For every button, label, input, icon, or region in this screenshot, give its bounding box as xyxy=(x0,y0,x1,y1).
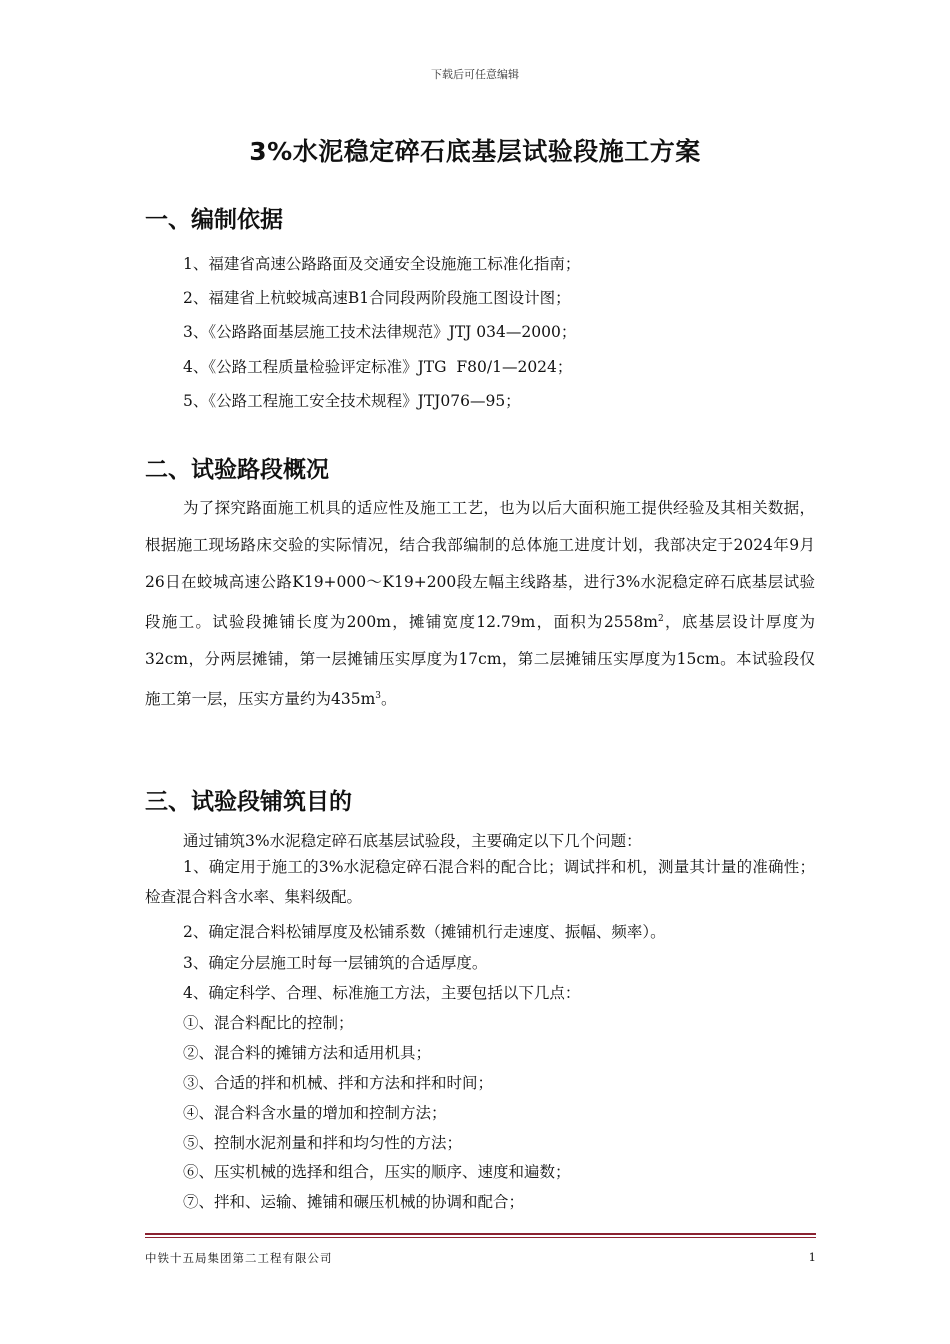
section2-text-b: ，底基层设计厚度为32cm，分两层摊铺，第一层摊铺压实厚度为17cm，第二层摊铺压实厚度为15cm。本试验段仅施工第一层，压实方量约为435m xyxy=(145,613,815,709)
document-title: 3%水泥稳定碎石底基层试验段施工方案 xyxy=(249,137,701,166)
header-note: 下载后可任意编辑 xyxy=(431,68,519,81)
volume-unit-superscript: 3 xyxy=(375,691,382,702)
purpose-item-4: 4、确定科学、合理、标准施工方法，主要包括以下几点： xyxy=(183,984,581,1002)
purpose-subitem-3: ③、合适的拌和机械、拌和方法和拌和时间； xyxy=(183,1074,494,1092)
area-unit-superscript: 2 xyxy=(658,614,664,624)
purpose-subitem-4: ④、混合料含水量的增加和控制方法； xyxy=(183,1104,447,1122)
section2-paragraph xyxy=(145,490,815,718)
purpose-subitem-6: ⑥、压实机械的选择和组合，压实的顺序、速度和遍数； xyxy=(183,1163,571,1181)
section2-text-a: 为了探究路面施工机具的适应性及施工工艺，也为以后大面积施工提供经验及其相关数据，根据施工现场路床交验的实际情况，结合我部编制的总体施工进度计划，我部决定于2024年9月26日在蛟城高速公路K19+000～K19+200段左幅主线路基，进行3%水泥稳定碎石底基层试验段施工。试验段摊铺长度为200m，摊铺宽度12.79m，面积为2558m xyxy=(145,499,815,632)
basis-item-4: 4、《公路工程质量检验评定标准》JTG F80/1—2024； xyxy=(183,358,573,376)
footer-company: 中铁十五局集团第二工程有限公司 xyxy=(145,1251,333,1265)
basis-item-3: 3、《公路路面基层施工技术法律规范》JTJ 034—2000； xyxy=(183,323,577,341)
purpose-subitem-5: ⑤、控制水泥剂量和拌和均匀性的方法； xyxy=(183,1134,463,1152)
page-number: 1 xyxy=(808,1250,816,1264)
basis-item-1: 1、福建省高速公路路面及交通安全设施施工标准化指南； xyxy=(183,255,581,273)
section1-heading: 一、编制依据 xyxy=(145,207,283,233)
purpose-subitem-7: ⑦、拌和、运输、摊铺和碾压机械的协调和配合； xyxy=(183,1193,525,1211)
purpose-subitem-1: ①、混合料配比的控制； xyxy=(183,1014,354,1032)
purpose-item-2: 2、确定混合料松铺厚度及松铺系数（摊铺机行走速度、振幅、频率）。 xyxy=(183,923,666,941)
section2-text-c: 。 xyxy=(381,690,397,709)
footer-rule xyxy=(145,1233,816,1235)
purpose-item-3: 3、确定分层施工时每一层铺筑的合适厚度。 xyxy=(183,954,488,972)
section3-heading: 三、试验段铺筑目的 xyxy=(145,789,352,815)
footer-rule-thin xyxy=(145,1237,816,1238)
purpose-item-1: 1、确定用于施工的3%水泥稳定碎石混合料的配合比；调试拌和机，测量其计量的准确性；检查混合料含水率、集料级配。 xyxy=(145,858,815,906)
basis-item-2: 2、福建省上杭蛟城高速B1合同段两阶段施工图设计图； xyxy=(183,289,571,307)
purpose-intro: 通过铺筑3%水泥稳定碎石底基层试验段，主要确定以下几个问题： xyxy=(183,832,642,850)
purpose-subitem-2: ②、混合料的摊铺方法和适用机具； xyxy=(183,1044,432,1062)
section2-heading: 二、试验路段概况 xyxy=(145,457,329,483)
basis-item-5: 5、《公路工程施工安全技术规程》JTJ076—95； xyxy=(183,392,521,410)
